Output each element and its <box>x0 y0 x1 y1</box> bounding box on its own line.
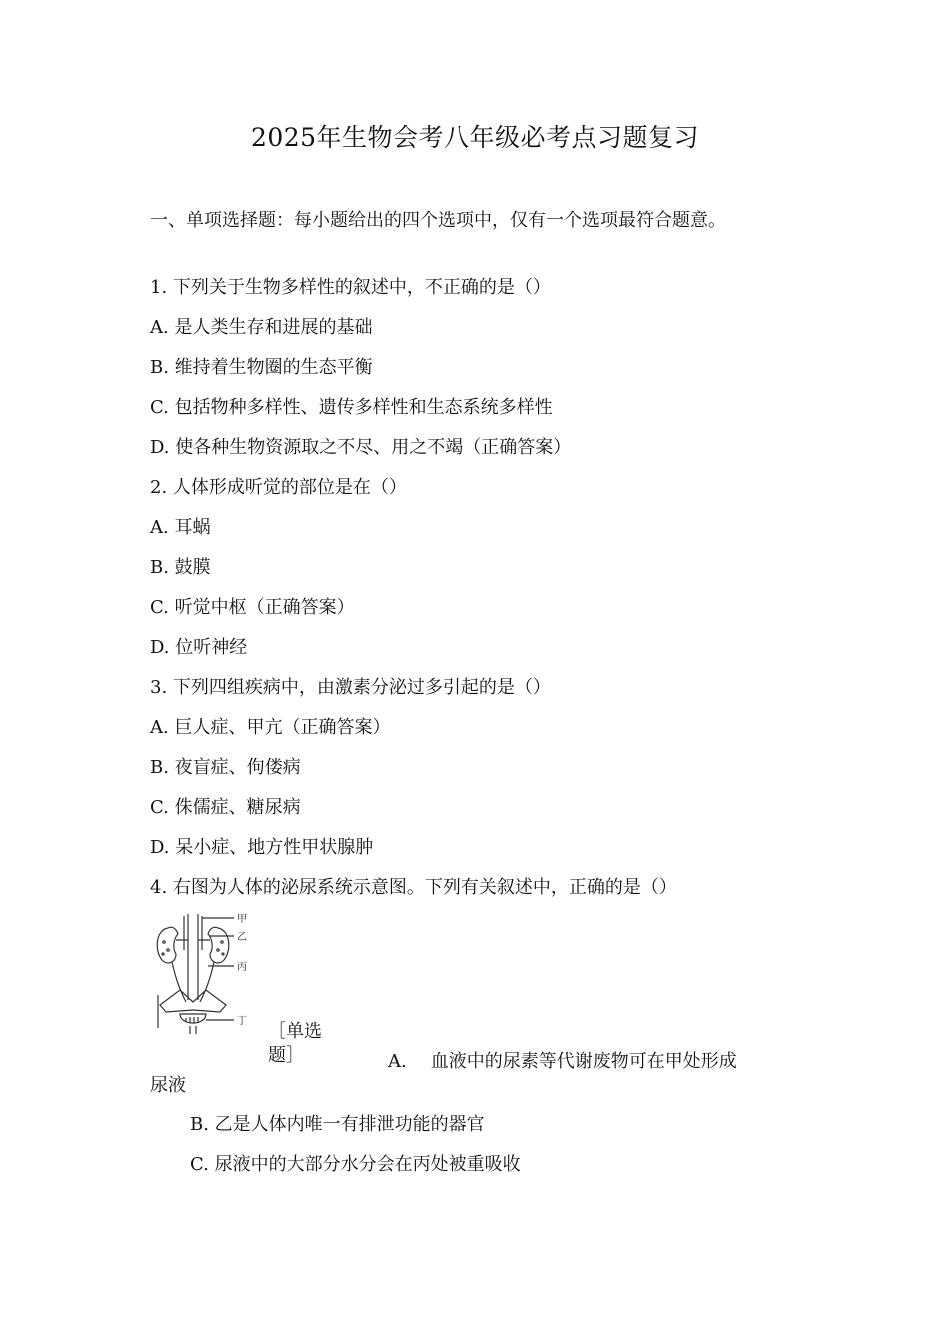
figure-label-yi: 乙 <box>237 932 247 943</box>
q3-stem: 3. 下列四组疾病中，由激素分泌过多引起的是（） <box>150 677 551 698</box>
q1-stem: 1. 下列关于生物多样性的叙述中，不正确的是（） <box>150 277 551 298</box>
q2-option-d: D. 位听神经 <box>150 637 248 658</box>
q2-option-b: B. 鼓膜 <box>150 557 211 578</box>
figure-label-ding: 丁 <box>237 1016 247 1027</box>
q4-option-a <box>388 1047 737 1073</box>
q3-option-d: D. 呆小症、地方性甲状腺肿 <box>150 837 374 858</box>
section-heading: 一、单项选择题：每小题给出的四个选项中，仅有一个选项最符合题意。 <box>150 210 726 231</box>
question-type-tag: ［单选题］ <box>268 1021 322 1066</box>
figure-label-jia: 甲 <box>237 914 247 925</box>
q3-option-b: B. 夜盲症、佝偻病 <box>150 757 301 778</box>
figure-label-bing: 丙 <box>237 962 247 973</box>
q1-option-b: B. 维持着生物圈的生态平衡 <box>150 357 373 378</box>
q2-option-a: A. 耳蜗 <box>150 517 211 538</box>
q3-option-a: A. 巨人症、甲亢（正确答案） <box>150 717 391 738</box>
q3-option-c: C. 侏儒症、糖尿病 <box>150 797 301 818</box>
q4-option-a-text: 血液中的尿素等代谢废物可在甲处形成 <box>430 1051 737 1072</box>
q1-option-d: D. 使各种生物资源取之不尽、用之不竭（正确答案） <box>150 437 572 458</box>
q4-option-c: C. 尿液中的大部分水分会在丙处被重吸收 <box>190 1154 521 1175</box>
q1-option-c: C. 包括物种多样性、遗传多样性和生态系统多样性 <box>150 397 553 418</box>
urinary-system-figure <box>150 910 265 1035</box>
q4-option-a-wrap: 尿液 <box>150 1075 186 1096</box>
q1-option-a: A. 是人类生存和进展的基础 <box>150 317 373 338</box>
q4-option-b: B. 乙是人体内唯一有排泄功能的器官 <box>190 1114 485 1135</box>
q4-stem: 4. 右图为人体的泌尿系统示意图。下列有关叙述中，正确的是（） <box>150 877 677 898</box>
q4-option-a-letter: A. <box>388 1051 407 1072</box>
q2-option-c: C. 听觉中枢（正确答案） <box>150 597 355 618</box>
page-title: 2025年生物会考八年级必考点习题复习 <box>250 123 700 152</box>
q2-stem: 2. 人体形成听觉的部位是在（） <box>150 477 407 498</box>
